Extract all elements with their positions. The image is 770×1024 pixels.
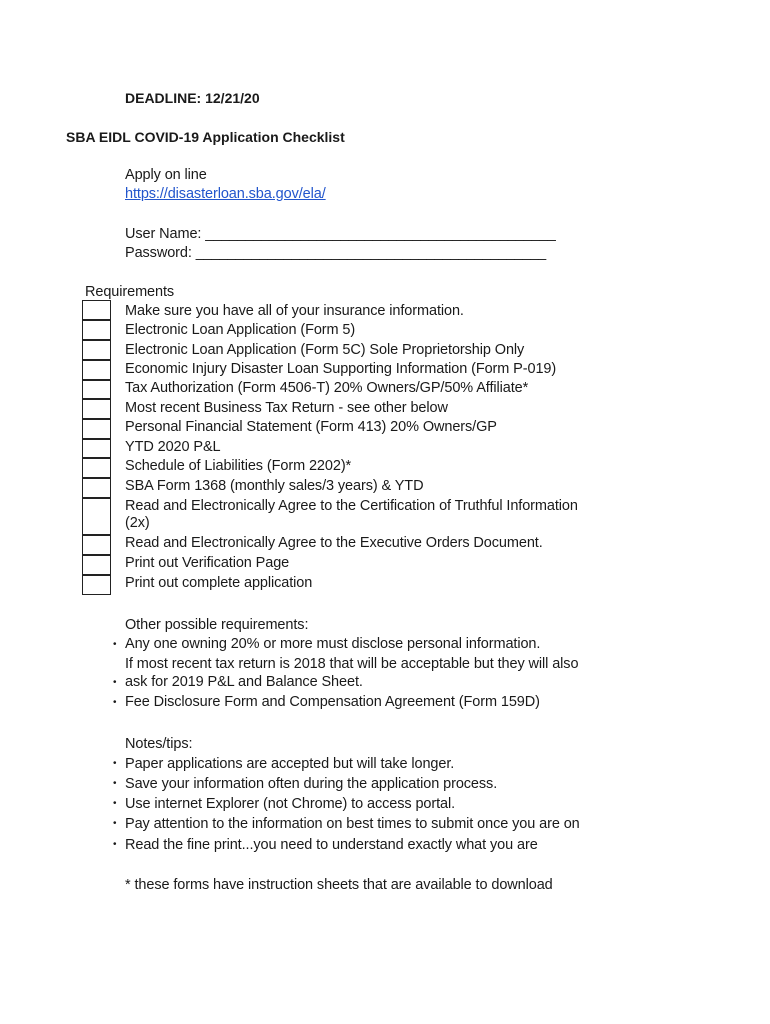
apply-label: Apply on line <box>125 167 207 183</box>
requirement-item: Electronic Loan Application (Form 5C) Sole Proprietorship Only <box>125 342 525 358</box>
requirement-item: Schedule of Liabilities (Form 2202)* <box>125 458 352 474</box>
bullet: • <box>113 697 117 708</box>
requirement-item: Make sure you have all of your insurance information. <box>125 303 464 319</box>
page-title: SBA EIDL COVID-19 Application Checklist <box>66 129 345 145</box>
requirement-item: Economic Injury Disaster Loan Supporting Information (Form P-019) <box>125 361 557 377</box>
checkbox[interactable] <box>82 498 111 535</box>
requirement-item: YTD 2020 P&L <box>125 439 221 455</box>
requirement-item: Read and Electronically Agree to the Certification of Truthful Information <box>125 498 578 514</box>
requirement-item: Electronic Loan Application (Form 5) <box>125 322 356 338</box>
notes-heading: Notes/tips: <box>125 736 193 752</box>
other-heading: Other possible requirements: <box>125 617 309 633</box>
bullet: • <box>113 677 117 688</box>
requirement-item: Personal Financial Statement (Form 413) 20% Owners/GP <box>125 419 497 435</box>
note-item: Paper applications are accepted but will take longer. <box>125 756 455 772</box>
requirement-item: SBA Form 1368 (monthly sales/3 years) & YTD <box>125 478 424 494</box>
note-item: Read the fine print...you need to understand exactly what you are <box>125 837 538 853</box>
checkbox[interactable] <box>82 300 111 320</box>
checkbox[interactable] <box>82 458 111 478</box>
checkbox[interactable] <box>82 439 111 458</box>
requirements-heading: Requirements <box>85 284 175 300</box>
password-line: Password: ____________________________________________ <box>125 245 547 261</box>
bullet: • <box>113 839 117 850</box>
requirement-item: Print out complete application <box>125 575 313 591</box>
requirement-item: Print out Verification Page <box>125 555 290 571</box>
checkbox[interactable] <box>82 555 111 575</box>
bullet: • <box>113 798 117 809</box>
other-item-continuation: ask for 2019 P&L and Balance Sheet. <box>125 674 363 690</box>
requirement-item: Tax Authorization (Form 4506-T) 20% Owners/GP/50% Affiliate* <box>125 380 529 396</box>
checkbox[interactable] <box>82 535 111 555</box>
other-item: Fee Disclosure Form and Compensation Agreement (Form 159D) <box>125 694 540 710</box>
note-item: Save your information often during the application process. <box>125 776 498 792</box>
checkbox[interactable] <box>82 320 111 340</box>
requirement-item: Most recent Business Tax Return - see other below <box>125 400 448 416</box>
checkbox[interactable] <box>82 380 111 399</box>
requirement-item: Read and Electronically Agree to the Executive Orders Document. <box>125 535 543 551</box>
note-item: Use internet Explorer (not Chrome) to access portal. <box>125 796 456 812</box>
requirement-item-continuation: (2x) <box>125 515 150 531</box>
checkbox[interactable] <box>82 399 111 419</box>
checkbox[interactable] <box>82 478 111 498</box>
bullet: • <box>113 778 117 789</box>
deadline: DEADLINE: 12/21/20 <box>125 90 260 106</box>
footnote: * these forms have instruction sheets that are available to download <box>125 877 553 893</box>
username-line: User Name: ____________________________________________ <box>125 226 556 242</box>
bullet: • <box>113 758 117 769</box>
bullet: • <box>113 639 117 650</box>
checkbox[interactable] <box>82 360 111 380</box>
other-item: Any one owning 20% or more must disclose personal information. <box>125 636 541 652</box>
note-item: Pay attention to the information on best times to submit once you are on <box>125 816 580 832</box>
checkbox[interactable] <box>82 419 111 439</box>
checkbox[interactable] <box>82 340 111 360</box>
checkbox[interactable] <box>82 575 111 595</box>
other-item: If most recent tax return is 2018 that will be acceptable but they will also <box>125 656 579 672</box>
apply-link[interactable]: https://disasterloan.sba.gov/ela/ <box>125 186 326 202</box>
bullet: • <box>113 818 117 829</box>
